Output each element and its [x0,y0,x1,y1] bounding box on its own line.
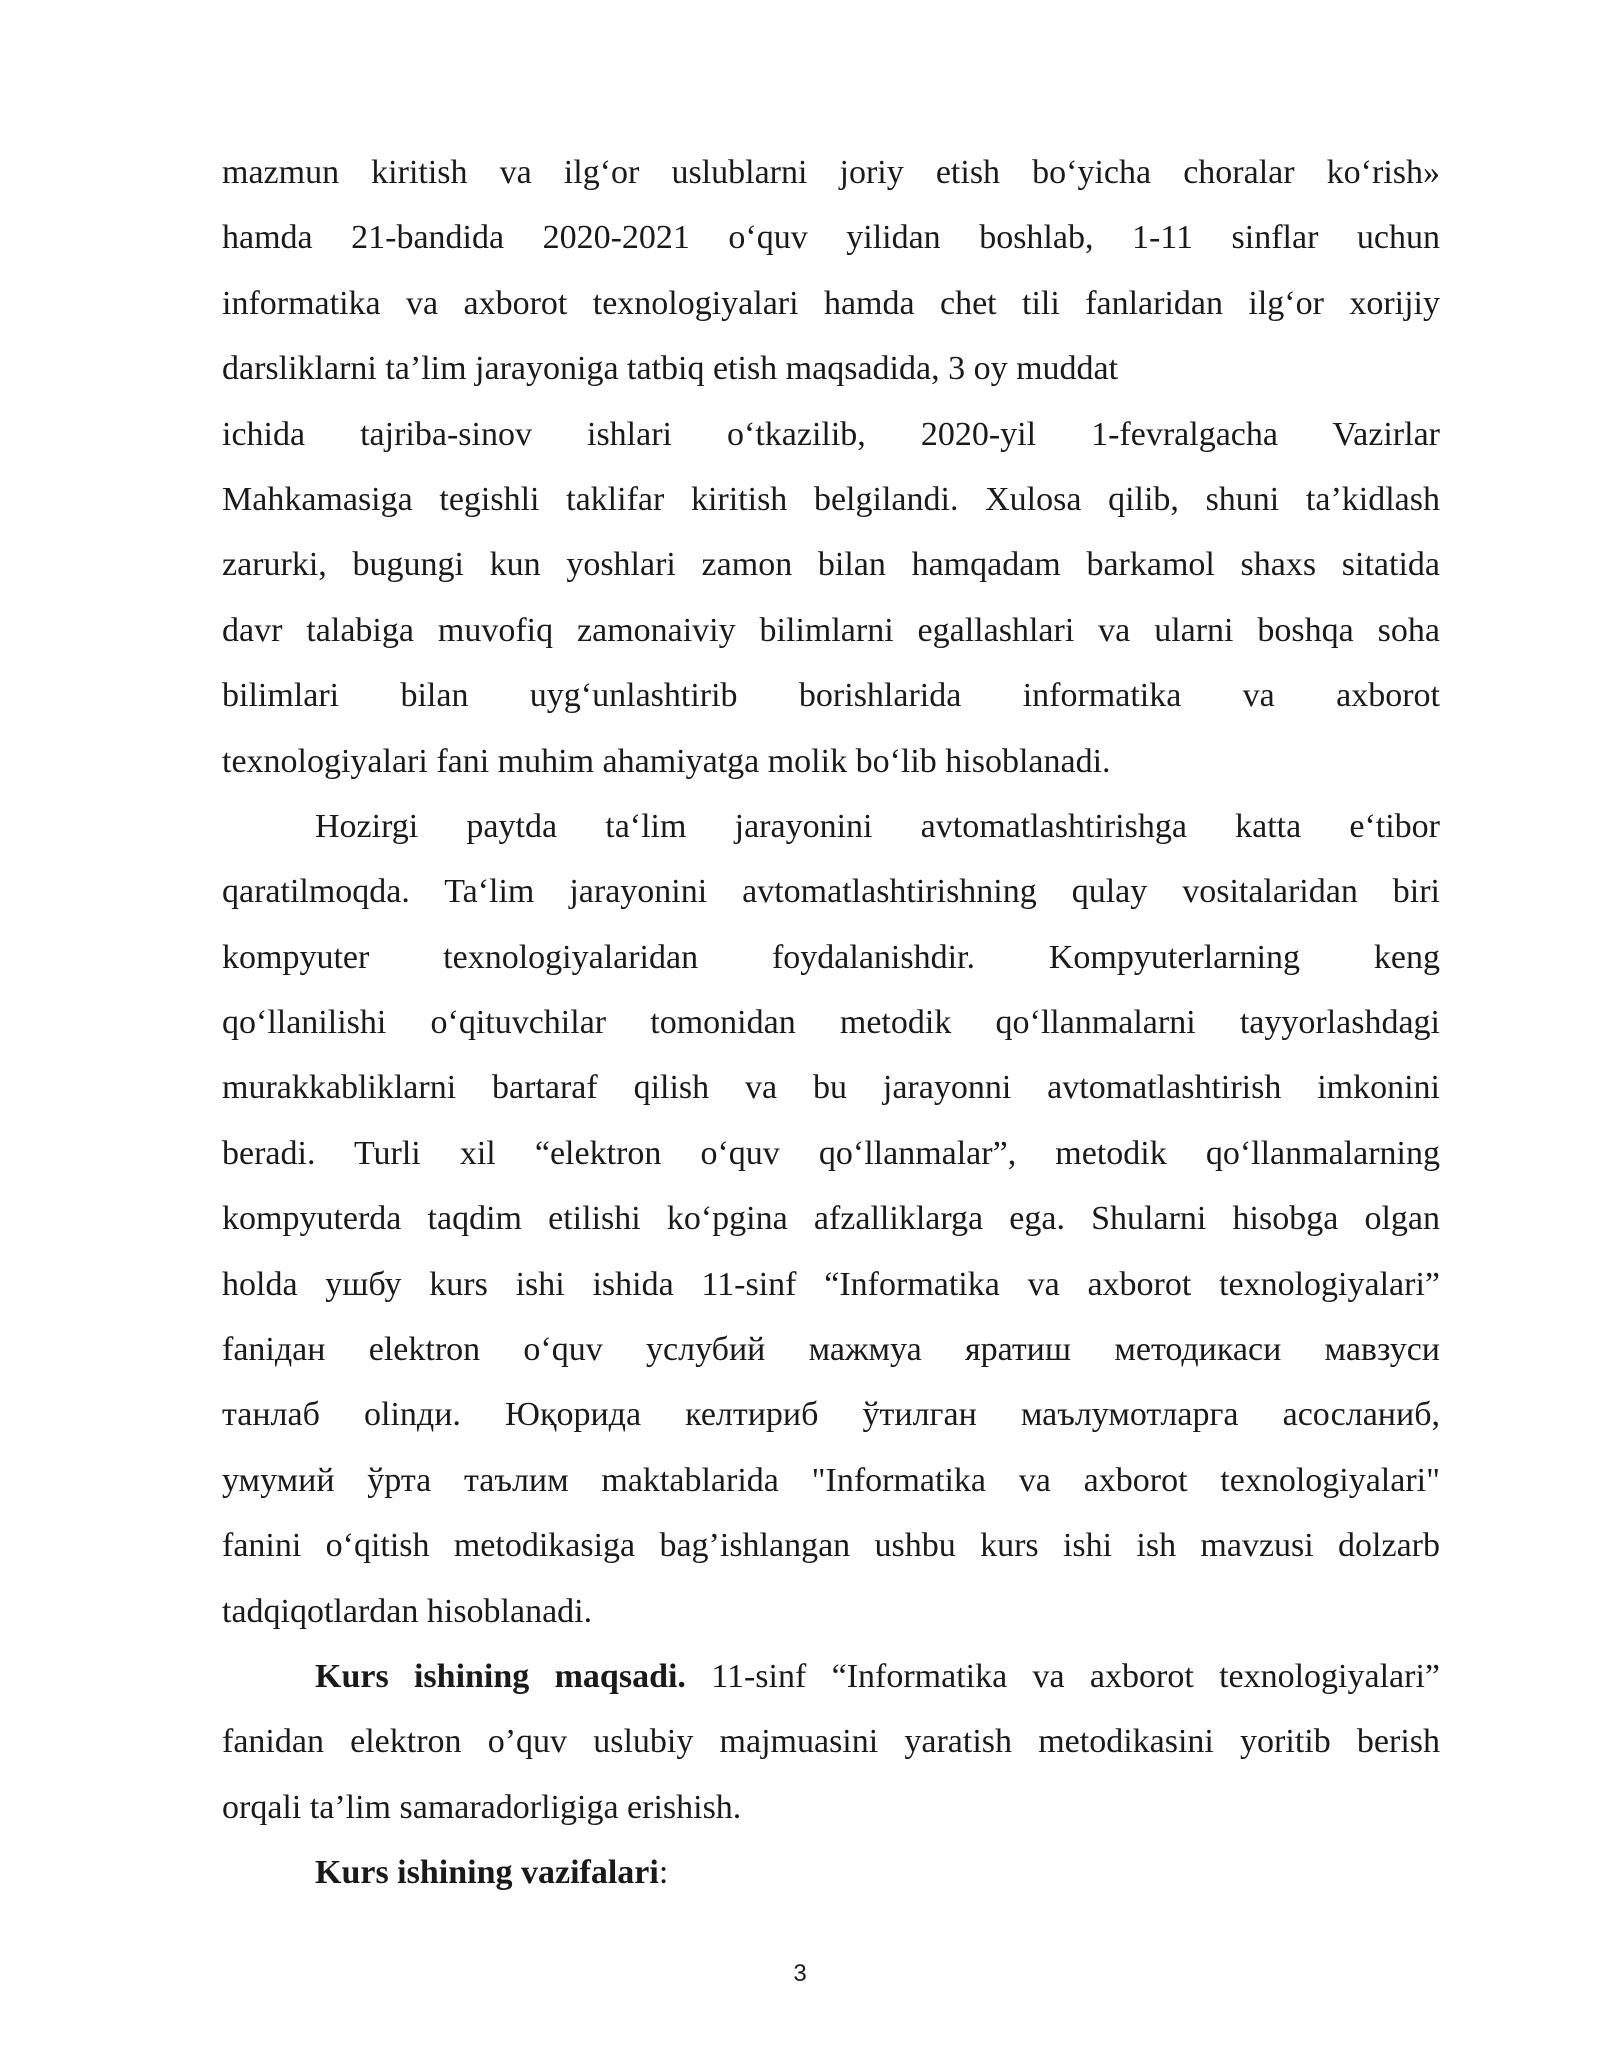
text-line: fanini o‘qitish metodikasiga bag’ishlangan ushbu kurs ishi ish mavzusi dolzarb [222,1527,1440,1565]
text-line: fanідан elektron o‘quv услубий мажмуа яратиш методикаси мавзуси [222,1331,1440,1369]
text-line: beradi. Turli xil “elektron o‘quv qo‘llanmalar”, metodik qo‘llanmalarning [222,1134,1440,1172]
goal-heading: Kurs ishining maqsadi. [315,1657,686,1695]
text-line: davr talabiga muvofiq zamonaiviy bilimlarni egallashlari va ularni boshqa soha [222,611,1440,649]
text-line: hamda 21-bandida 2020-2021 o‘quv yilidan boshlab, 1-11 sinflar uchun [222,219,1440,257]
text-line: tadqiqotlardan hisoblanadi. [222,1592,593,1630]
text-line: kompyuterda taqdim etilishi ko‘pgina afzalliklarga ega. Shularni hisobga olgan [222,1200,1440,1238]
text-line: умумий ўрта таълим maktablarida "Informatika va axborot texnologiyalari" [222,1461,1440,1499]
goal-text: 11-sinf “Informatika va axborot texnologiyalari” [711,1657,1440,1695]
text-line: Hozirgi paytda ta‘lim jarayonini avtomatlashtirishga katta e‘tibor [315,807,1440,845]
text-line: fanidan elektron o’quv uslubiy majmuasini yaratish metodikasini yoritib berish [222,1723,1440,1761]
text-line: Mahkamasiga tegishli taklifar kiritish belgilandi. Xulosa qilib, shuni ta’kidlash [222,480,1440,518]
body-text [222,140,1440,1906]
page-number: 3 [793,1960,807,1987]
text-line: танлаб olinди. Юқорида келтириб ўтилган маълумотларга асосланиб, [222,1396,1440,1434]
text-line: informatika va axborot texnologiyalari hamda chet tili fanlaridan ilg‘or xorijiy [222,284,1440,322]
text-line: zarurki, bugungi kun yoshlari zamon bilan hamqadam barkamol shaxs sitatida [222,546,1440,584]
text-line: bilimlari bilan uyg‘unlashtirib borishlarida informatika va axborot [222,677,1440,715]
text-line: murakkabliklarni bartaraf qilish va bu jarayonni avtomatlashtirish imkonini [222,1069,1440,1107]
tasks-line [222,1840,1440,1905]
text-line: darsliklarni ta’lim jarayoniga tatbiq etish maqsadida, 3 oy muddat [222,350,1119,388]
text-line: texnologiyalari fani muhim ahamiyatga molik bo‘lib hisoblanadi. [222,742,1111,780]
tasks-heading: Kurs ishining vazifalari [315,1854,659,1892]
text-line: mazmun kiritish va ilg‘or uslublarni joriy etish bo‘yicha choralar ko‘rish» [222,154,1440,191]
text-line: kompyuter texnologiyalaridan foydalanishdir. Kompyuterlarning keng [222,938,1440,976]
text-line: qo‘llanilishi o‘qituvchilar tomonidan metodik qo‘llanmalarni tayyorlashdagi [222,1004,1440,1042]
text-line: ichida tajriba-sinov ishlari o‘tkazilib, 2020-yil 1-fevralgacha Vazirlar [222,415,1440,453]
text-line: qaratilmoqda. Ta‘lim jarayonini avtomatlashtirishning qulay vositalaridan biri [222,873,1440,911]
tasks-colon: : [658,1854,669,1892]
text-line: holda ушбу kurs ishi ishida 11-sinf “Informatika va axborot texnologiyalari” [222,1265,1440,1303]
goal-line [222,1644,1440,1709]
text-line: orqali ta’lim samaradorligiga erishish. [222,1788,742,1826]
